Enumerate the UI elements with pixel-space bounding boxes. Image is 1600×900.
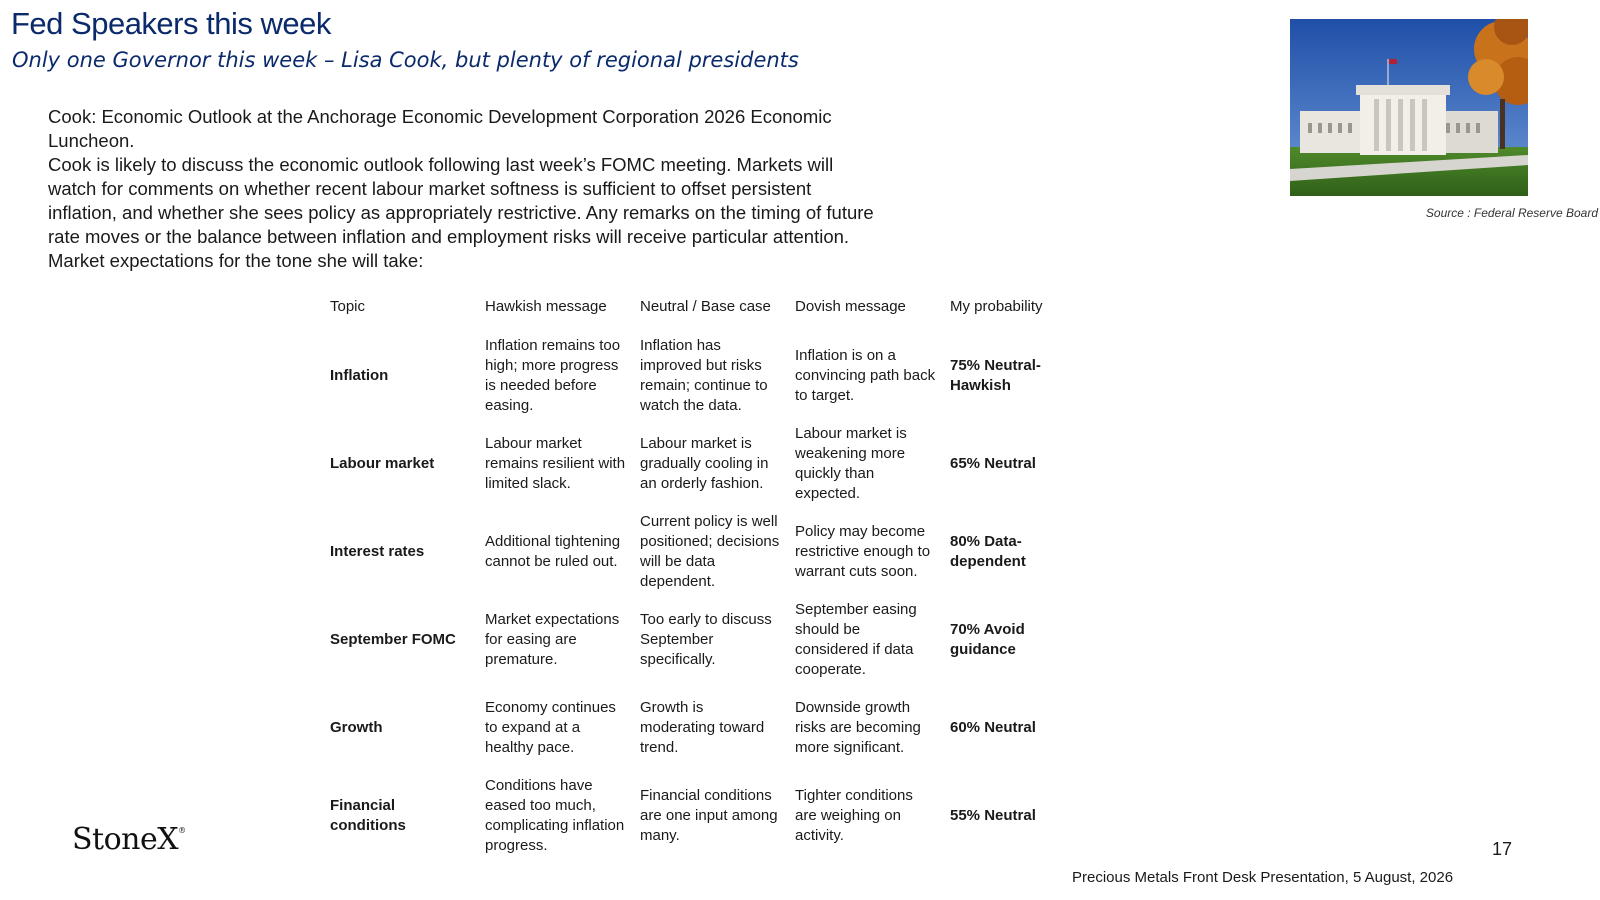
table-row bbox=[324, 596, 1068, 684]
row-dovish: Inflation is on a convincing path back to target. bbox=[795, 347, 936, 404]
presentation-footer: Precious Metals Front Desk Presentation, 5 August, 2026 bbox=[1072, 869, 1454, 886]
row-dovish: Tighter conditions are weighing on activity. bbox=[795, 787, 913, 844]
row-probability: 75% Neutral-Hawkish bbox=[950, 357, 1041, 394]
row-dovish: September easing should be considered if data cooperate. bbox=[795, 601, 917, 678]
logo-text: StoneX bbox=[72, 822, 179, 857]
row-probability: 70% Avoid guidance bbox=[950, 621, 1025, 658]
table-header-row bbox=[324, 297, 1068, 332]
row-hawkish: Labour market remains resilient with limited slack. bbox=[485, 435, 626, 492]
header-probability: My probability bbox=[950, 298, 1043, 315]
table-row bbox=[324, 772, 1068, 860]
row-neutral: Current policy is well positioned; decisions will be data dependent. bbox=[640, 513, 780, 590]
stonex-logo bbox=[72, 822, 186, 857]
row-dovish: Labour market is weakening more quickly than expected. bbox=[795, 425, 907, 502]
row-hawkish: Conditions have eased too much, complicating inflation progress. bbox=[485, 777, 625, 854]
row-probability: 60% Neutral bbox=[950, 719, 1036, 736]
header-topic: Topic bbox=[330, 298, 366, 315]
intro-text bbox=[48, 105, 878, 273]
table-row bbox=[324, 420, 1068, 508]
row-neutral: Labour market is gradually cooling in an orderly fashion. bbox=[640, 435, 769, 492]
page-title: Fed Speakers this week bbox=[11, 6, 331, 41]
header-neutral: Neutral / Base case bbox=[640, 298, 771, 315]
row-hawkish: Market expectations for easing are premature. bbox=[485, 611, 620, 668]
row-probability: 65% Neutral bbox=[950, 455, 1036, 472]
market-expectations-table bbox=[324, 297, 1068, 860]
row-probability: 80% Data-dependent bbox=[950, 533, 1026, 570]
row-dovish: Downside growth risks are becoming more significant. bbox=[795, 699, 921, 756]
row-dovish: Policy may become restrictive enough to warrant cuts soon. bbox=[795, 523, 931, 580]
row-neutral: Inflation has improved but risks remain; continue to watch the data. bbox=[640, 337, 768, 414]
image-source-caption: Source : Federal Reserve Board bbox=[1425, 206, 1598, 220]
table-row bbox=[324, 508, 1068, 596]
federal-reserve-building-photo bbox=[1290, 19, 1528, 196]
table-row bbox=[324, 684, 1068, 772]
header-dovish: Dovish message bbox=[795, 298, 906, 315]
row-topic: Financial conditions bbox=[330, 797, 406, 834]
row-hawkish: Economy continues to expand at a healthy pace. bbox=[485, 699, 616, 756]
page-subtitle: Only one Governor this week – Lisa Cook, but plenty of regional presidents bbox=[12, 48, 799, 72]
row-hawkish: Inflation remains too high; more progress is needed before easing. bbox=[485, 337, 621, 414]
logo-registered-mark: ® bbox=[178, 826, 186, 835]
row-neutral: Growth is moderating toward trend. bbox=[640, 699, 765, 756]
row-topic: Growth bbox=[330, 719, 383, 736]
row-topic: Labour market bbox=[330, 455, 435, 472]
header-hawkish: Hawkish message bbox=[485, 298, 607, 315]
intro-paragraph-2: Cook is likely to discuss the economic outlook following last week’s FOMC meeting. Markets will watch for comments on whether recent labour market softness is sufficient to offset persistent inflation, and whether she sees policy as appropriately restrictive. Any remarks on the timing of future rate moves or the balance between inflation and employment risks will receive particular attention. Market expectations for the tone she will take: bbox=[48, 154, 874, 271]
row-topic: Inflation bbox=[330, 367, 389, 384]
row-topic: Interest rates bbox=[330, 543, 425, 560]
row-neutral: Financial conditions are one input among many. bbox=[640, 787, 778, 844]
table-row bbox=[324, 332, 1068, 420]
row-neutral: Too early to discuss September specifically. bbox=[640, 611, 772, 668]
row-probability: 55% Neutral bbox=[950, 807, 1036, 824]
row-topic: September FOMC bbox=[330, 631, 456, 648]
row-hawkish: Additional tightening cannot be ruled out. bbox=[485, 533, 621, 570]
page-number: 17 bbox=[1492, 839, 1513, 859]
intro-paragraph-1: Cook: Economic Outlook at the Anchorage Economic Development Corporation 2026 Economic Luncheon. bbox=[48, 106, 832, 151]
